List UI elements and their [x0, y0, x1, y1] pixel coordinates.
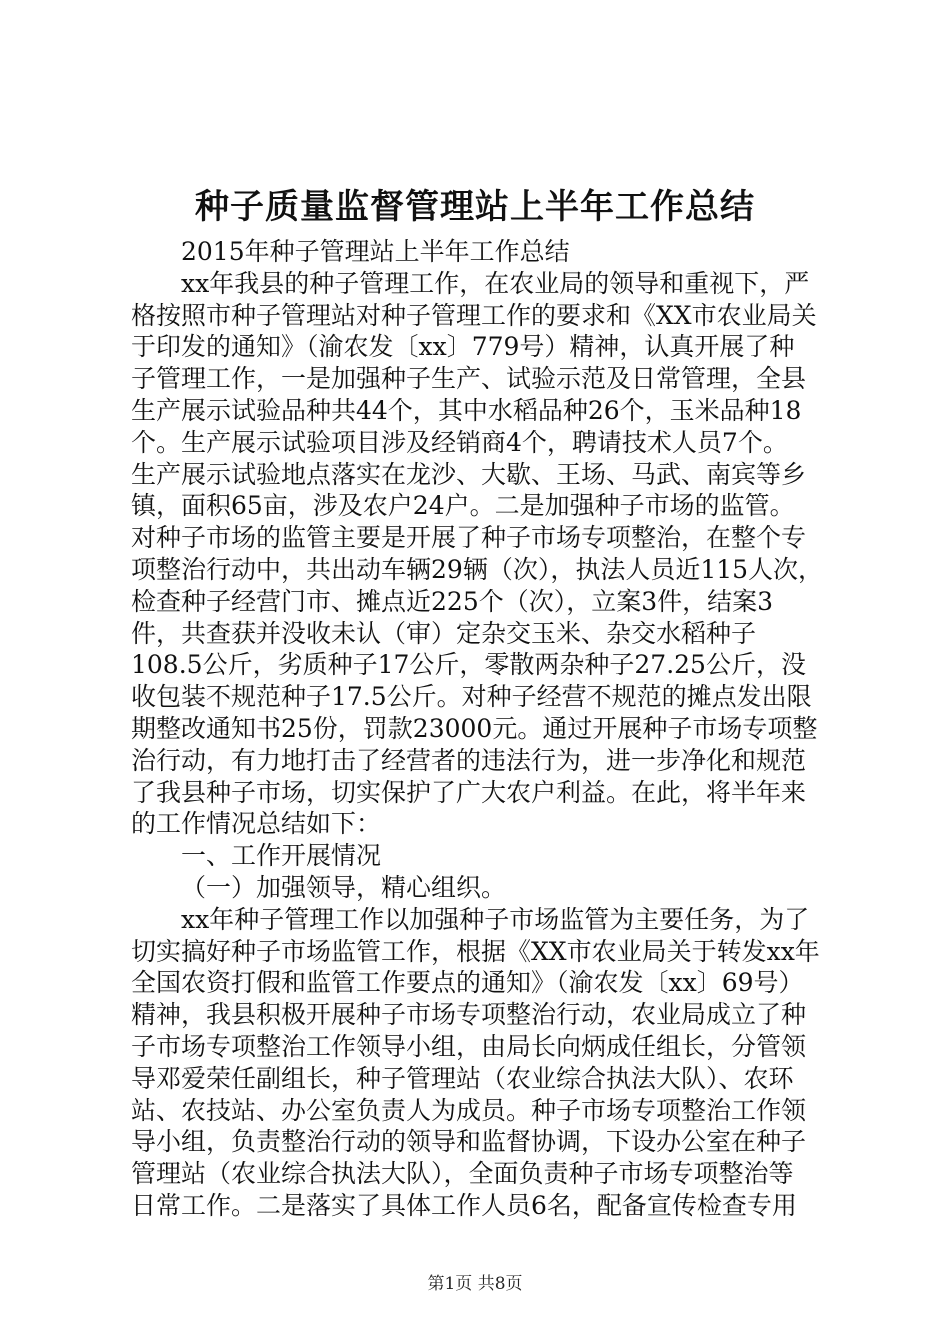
body-line: 切实搞好种子市场监管工作，根据《XX市农业局关于转发xx年 — [131, 936, 820, 966]
body-line: xx年种子管理工作以加强种子市场监管为主要任务，为了 — [181, 904, 810, 934]
body-line: 日常工作。二是落实了具体工作人员6名，配备宣传检查专用 — [131, 1190, 797, 1220]
body-line: 108.5公斤，劣质种子17公斤，零散两杂种子27.25公斤，没 — [131, 650, 806, 680]
body-line: 导小组，负责整治行动的领导和监督协调，下设办公室在种子 — [131, 1127, 807, 1157]
body-line: 生产展示试验品种共44个，其中水稻品种26个，玉米品种18 — [131, 395, 802, 425]
body-line: 项整治行动中，共出动车辆29辆（次），执法人员近115人次， — [131, 554, 824, 584]
body-line: 对种子市场的监管主要是开展了种子市场专项整治，在整个专 — [131, 523, 807, 553]
document-body — [131, 236, 831, 1222]
body-line: 格按照市种子管理站对种子管理工作的要求和《XX市农业局关 — [131, 300, 817, 330]
body-line: 站、农技站、办公室负责人为成员。种子市场专项整治工作领 — [131, 1095, 807, 1125]
section-heading: 一、工作开展情况 — [181, 841, 382, 871]
body-line: 子管理工作，一是加强种子生产、试验示范及日常管理，全县 — [131, 364, 807, 394]
subsection-heading: （一）加强领导，精心组织。 — [181, 872, 507, 902]
body-line: 精神，我县积极开展种子市场专项整治行动，农业局成立了种 — [131, 1000, 807, 1030]
body-line: 个。生产展示试验项目涉及经销商4个，聘请技术人员7个。 — [131, 427, 788, 457]
body-line: 生产展示试验地点落实在龙沙、大歇、王场、马武、南宾等乡 — [131, 459, 807, 489]
body-line: 收包装不规范种子17.5公斤。对种子经营不规范的摊点发出限 — [131, 682, 812, 712]
page-footer: 第1页 共8页 — [427, 1274, 523, 1294]
body-line: 期整改通知书25份，罚款23000元。通过开展种子市场专项整 — [131, 713, 818, 743]
body-line: 治行动，有力地打击了经营者的违法行为，进一步净化和规范 — [131, 745, 807, 775]
body-line: 检查种子经营门市、摊点近225个（次），立案3件，结案3 — [131, 586, 774, 616]
body-line: 导邓爱荣任副组长，种子管理站（农业综合执法大队）、农环 — [131, 1063, 794, 1093]
body-line: 于印发的通知》（渝农发〔xx〕779号）精神，认真开展了种 — [131, 332, 795, 362]
body-line: 子市场专项整治工作领导小组，由局长向炳成任组长，分管领 — [131, 1031, 807, 1061]
body-line: 件，共查获并没收未认（审）定杂交玉米、杂交水稻种子 — [131, 618, 757, 648]
body-line: 了我县种子市场，切实保护了广大农户利益。在此，将半年来 — [131, 777, 807, 807]
body-line: 镇，面积65亩，涉及农户24户。二是加强种子市场的监管。 — [131, 491, 795, 521]
body-line: xx年我县的种子管理工作，在农业局的领导和重视下，严 — [181, 268, 810, 298]
document-title: 种子质量监督管理站上半年工作总结 — [195, 187, 755, 227]
body-line: 2015年种子管理站上半年工作总结 — [181, 237, 570, 266]
body-line: 的工作情况总结如下： — [131, 809, 382, 839]
body-line: 全国农资打假和监管工作要点的通知》（渝农发〔xx〕69号） — [131, 968, 804, 998]
body-line: 管理站（农业综合执法大队），全面负责种子市场专项整治等 — [131, 1159, 794, 1189]
